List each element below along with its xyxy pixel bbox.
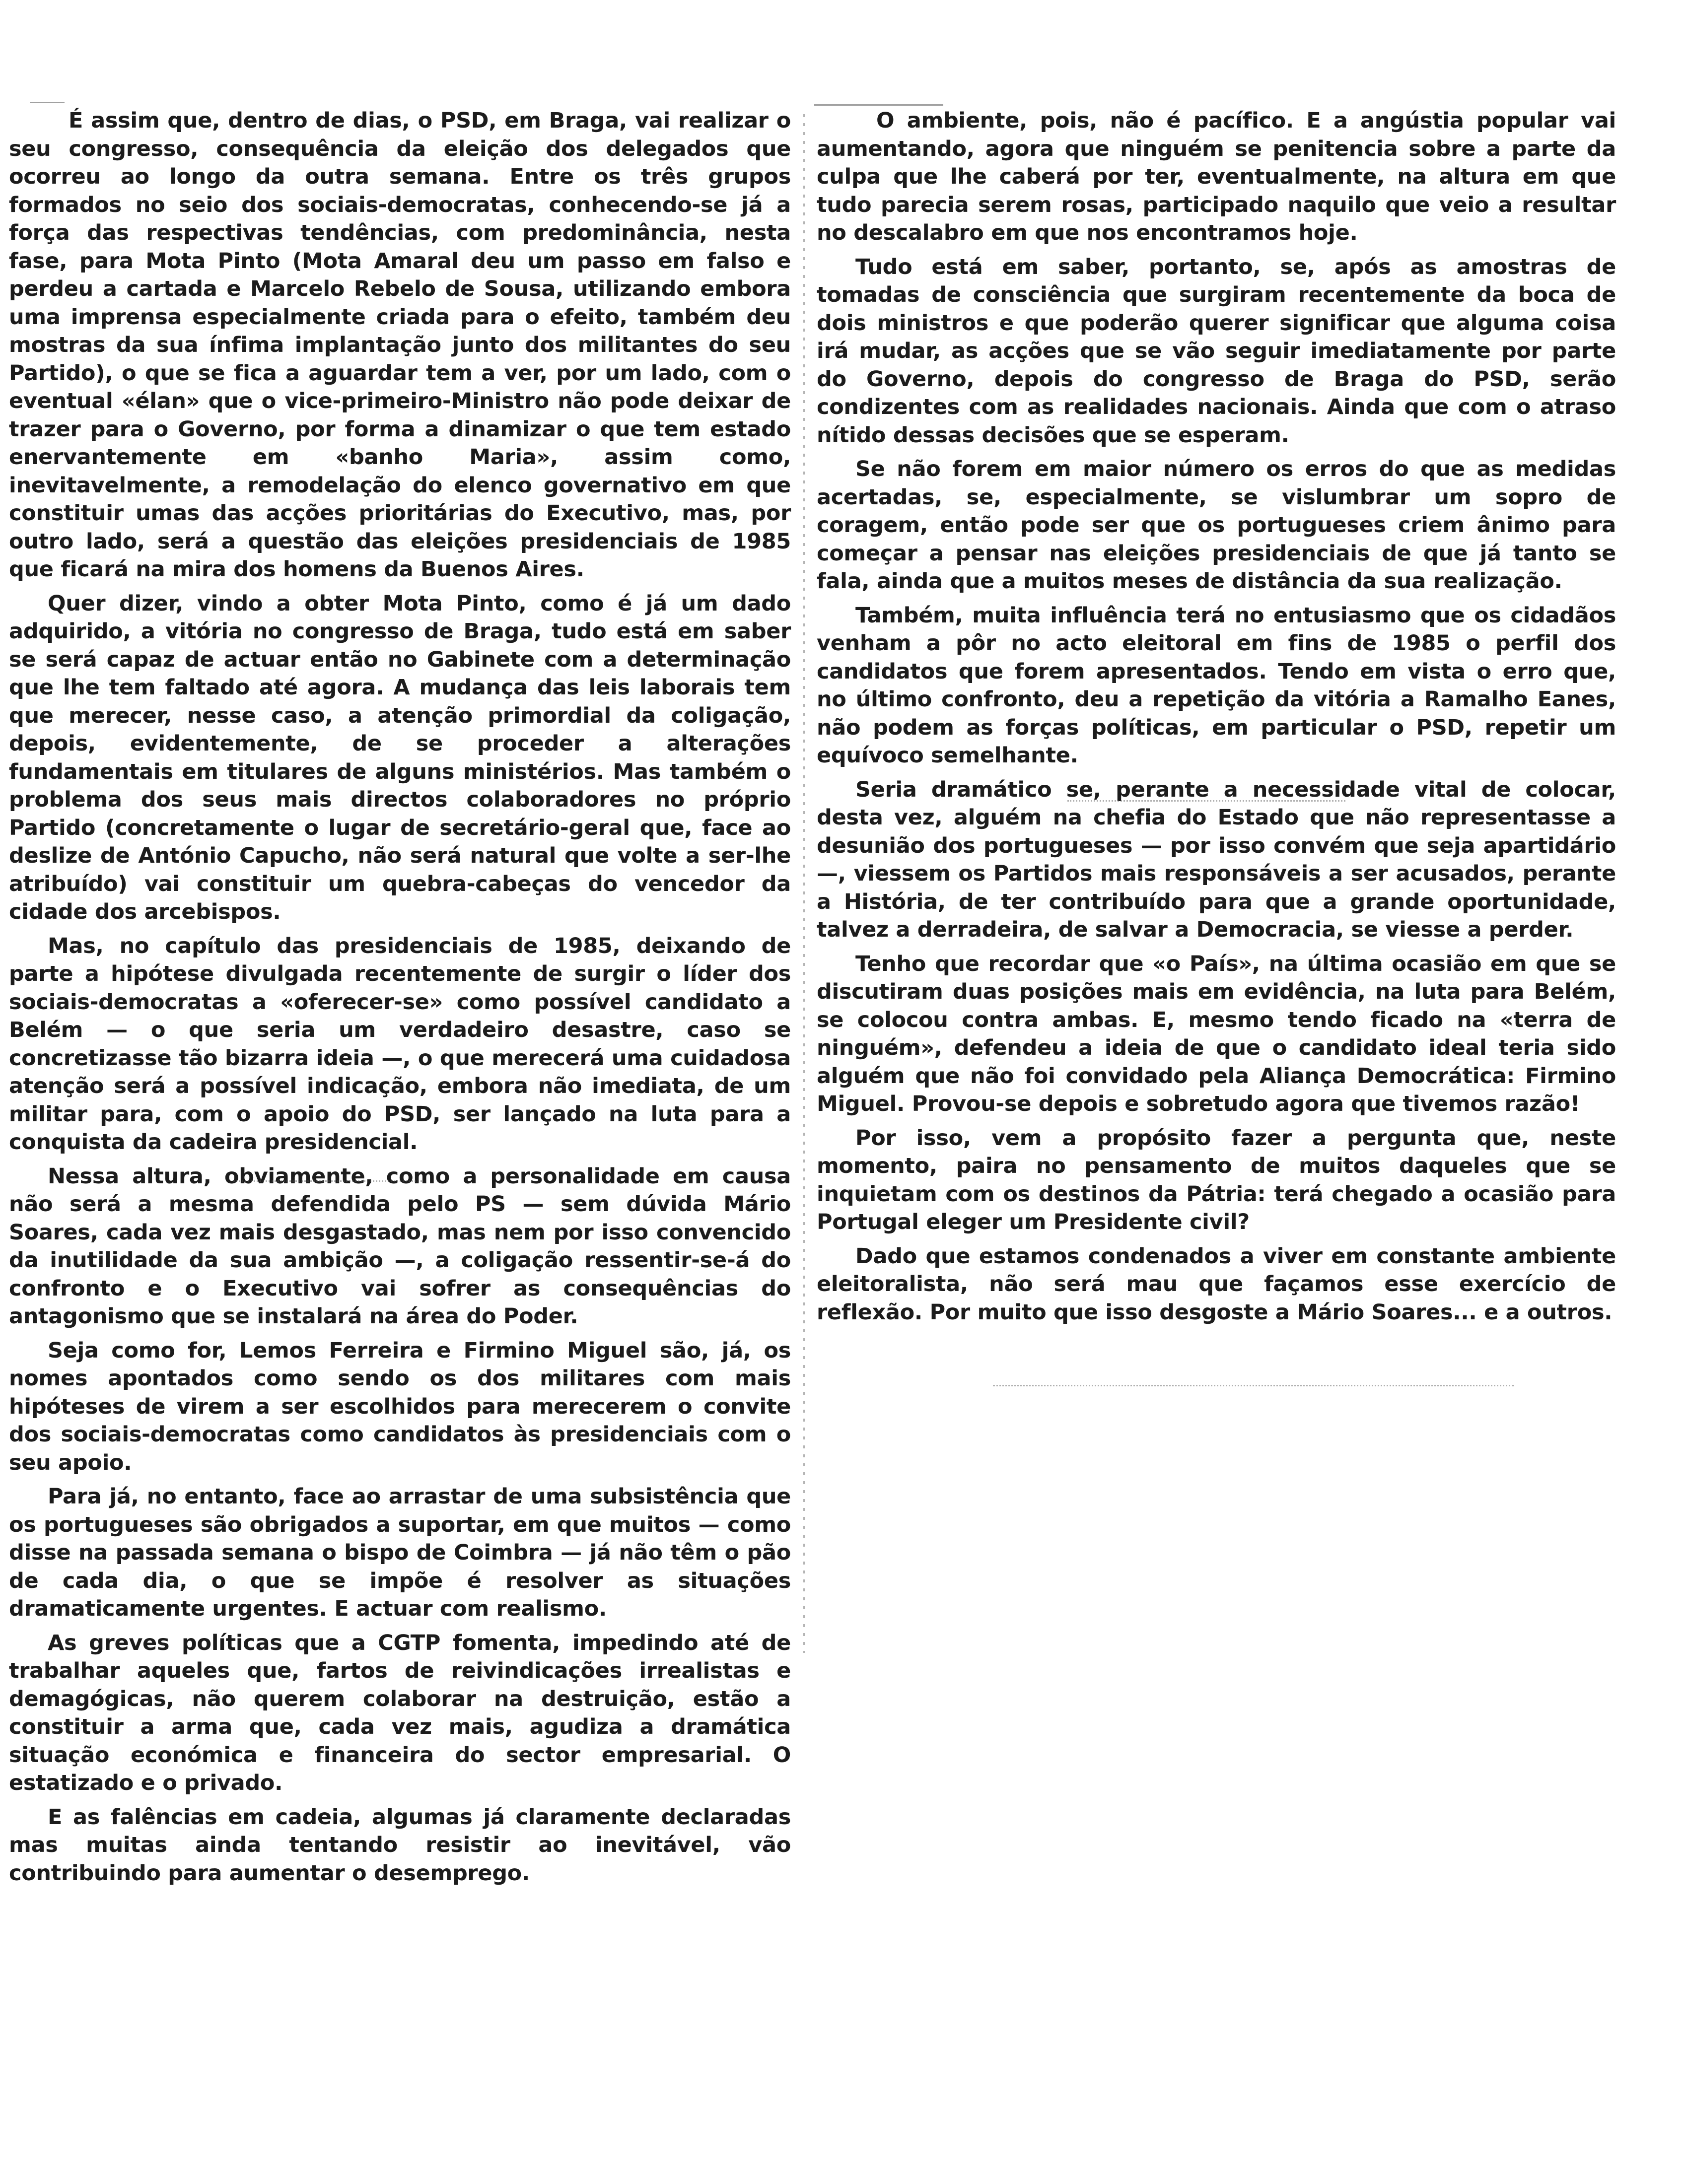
left-paragraph-4: Nessa altura, obviamente, como a personalidade em causa não será a mesma defendida pelo PS — sem dúvida Mário Soares, cada vez mais desgastado, mas nem por isso convencido da inutilidade da sua ambição —, a coligação ressentir-se-á do confronto e o Executivo vai sofrer as consequências do antagonismo que se instalará na área do Poder. (9, 1163, 791, 1329)
right-paragraph-2: Tudo está em saber, portanto, se, após as amostras de tomadas de consciência que surgiram recentemente da boca de dois ministros e que poderão querer significar que alguma coisa irá mudar, as acções que se vão seguir imediatamente por parte do Governo, depois do congresso de Braga do PSD, serão condizentes com as realidades nacionais. Ainda que com o atraso nítido dessas decisões que se esperam. (817, 254, 1616, 448)
scan-speck-1 (233, 1180, 422, 1182)
top-rule-right (814, 104, 943, 106)
left-paragraph-3: Mas, no capítulo das presidenciais de 1985, deixando de parte a hipótese divulgada recentemente de surgir o líder dos sociais-democratas a «oferecer-se» como possível candidato a Belém — o que seria um verdadeiro desastre, caso se concretizasse tão bizarra ideia —, o que merecerá uma cuidadosa atenção será a possível indicação, embora não imediata, de um militar para, com o apoio do PSD, ser lançado na luta para a conquista da cadeira presidencial. (9, 933, 791, 1155)
article-left-column (9, 107, 791, 1893)
left-paragraph-1: É assim que, dentro de dias, o PSD, em Braga, vai realizar o seu congresso, consequência da eleição dos delegados que ocorreu ao longo da outra semana. Entre os três grupos formados no seio dos sociais-democratas, conhecendo-se já a força das respectivas tendências, com predominância, nesta fase, para Mota Pinto (Mota Amaral deu um passo em falso e perdeu a cartada e Marcelo Rebelo de Sousa, utilizando embora uma imprensa especialmente criada para o efeito, também deu mostras da sua ínfima implantação junto dos militantes do seu Partido), o que se fica a aguardar tem a ver, por um lado, com o eventual «élan» que o vice-primeiro-Ministro não pode deixar de trazer para o Governo, por forma a dinamizar o que tem estado enervantemente em «banho Maria», assim como, inevitavelmente, a remodelação do elenco governativo em que constituir umas das acções prioritárias do Executivo, mas, por outro lado, será a questão das eleições presidenciais de 1985 que ficará na mira dos homens da Buenos Aires. (9, 108, 791, 582)
scan-speck-3 (993, 1385, 1514, 1386)
right-paragraph-3: Se não forem em maior número os erros do que as medidas acertadas, se, especialmente, se vislumbrar um sopro de coragem, então pode ser que os portugueses criem ânimo para começar a pensar nas eleições presidenciais de que já tanto se fala, ainda que a muitos meses de distância da sua realização. (817, 457, 1616, 594)
right-paragraph-1: O ambiente, pois, não é pacífico. E a angústia popular vai aumentando, agora que ninguém se penitencia sobre a parte da culpa que lhe caberá por ter, eventualmente, na altura em que tudo parecia serem rosas, participado naquilo que veio a resultar no descalabro em que nos encontramos hoje. (817, 108, 1616, 245)
column-divider (803, 114, 805, 1653)
article-right-column (817, 107, 1616, 1332)
left-paragraph-5: Seja como for, Lemos Ferreira e Firmino Miguel são, já, os nomes apontados como sendo os dos militares com mais hipóteses de virem a ser escolhidos para merecerem o convite dos sociais-democratas como candidatos às presidenciais com o seu apoio. (9, 1338, 791, 1475)
scan-speck-2 (1067, 800, 1345, 802)
right-paragraph-7: Por isso, vem a propósito fazer a pergunta que, neste momento, paira no pensamento de muitos daqueles que se inquietam com os destinos da Pátria: terá chegado a ocasião para Portugal eleger um Presidente civil? (817, 1125, 1616, 1234)
left-paragraph-7: As greves políticas que a CGTP fomenta, impedindo até de trabalhar aqueles que, fartos de reivindicações irrealistas e demagógicas, não querem colaborar na destruição, estão a constituir a arma que, cada vez mais, agudiza a dramática situação económica e financeira do sector empresarial. O estatizado e o privado. (9, 1630, 791, 1795)
left-paragraph-2: Quer dizer, vindo a obter Mota Pinto, como é já um dado adquirido, a vitória no congresso de Braga, tudo está em saber se será capaz de actuar então no Gabinete com a determinação que lhe tem faltado até agora. A mudança das leis laborais tem que merecer, nesse caso, a atenção primordial da coligação, depois, evidentemente, de se proceder a alterações fundamentais em titulares de alguns ministérios. Mas também o problema dos seus mais directos colaboradores no próprio Partido (concretamente o lugar de secretário-geral que, face ao deslize de António Capucho, não será natural que volte a ser-lhe atribuído) vai constituir um quebra-cabeças do vencedor da cidade dos arcebispos. (9, 591, 791, 924)
left-paragraph-8: E as falências em cadeia, algumas já claramente declaradas mas muitas ainda tentando resistir ao inevitável, vão contribuindo para aumentar o desemprego. (9, 1804, 791, 1886)
right-paragraph-8: Dado que estamos condenados a viver em constante ambiente eleitoralista, não será mau que façamos esse exercício de reflexão. Por muito que isso desgoste a Mário Soares... e a outros. (817, 1243, 1616, 1325)
top-rule-left (30, 102, 65, 103)
right-paragraph-4: Também, muita influência terá no entusiasmo que os cidadãos venham a pôr no acto eleitoral em fins de 1985 o perfil dos candidatos que forem apresentados. Tendo em vista o erro que, no último confronto, deu a repetição da vitória a Ramalho Eanes, não podem as forças políticas, em particular o PSD, repetir um equívoco semelhante. (817, 603, 1616, 768)
right-paragraph-5: Seria dramático se, perante a necessidade vital de colocar, desta vez, alguém na chefia do Estado que não representasse a desunião dos portugueses — por isso convém que seja apartidário —, viessem os Partidos mais responsáveis a ser acusados, perante a História, de ter contribuído para que a grande oportunidade, talvez a derradeira, de salvar a Democracia, se viesse a perder. (817, 777, 1616, 942)
right-paragraph-6: Tenho que recordar que «o País», na última ocasião em que se discutiram duas posições mais em evidência, na luta para Belém, se colocou contra ambas. E, mesmo tendo ficado na «terra de ninguém», defendeu a ideia de que o candidato ideal teria sido alguém que não foi convidado pela Aliança Democrática: Firmino Miguel. Provou-se depois e sobretudo agora que tivemos razão! (817, 951, 1616, 1116)
left-paragraph-6: Para já, no entanto, face ao arrastar de uma subsistência que os portugueses são obrigados a suportar, em que muitos — como disse na passada semana o bispo de Coimbra — já não têm o pão de cada dia, o que se impõe é resolver as situações dramaticamente urgentes. E actuar com realismo. (9, 1484, 791, 1621)
